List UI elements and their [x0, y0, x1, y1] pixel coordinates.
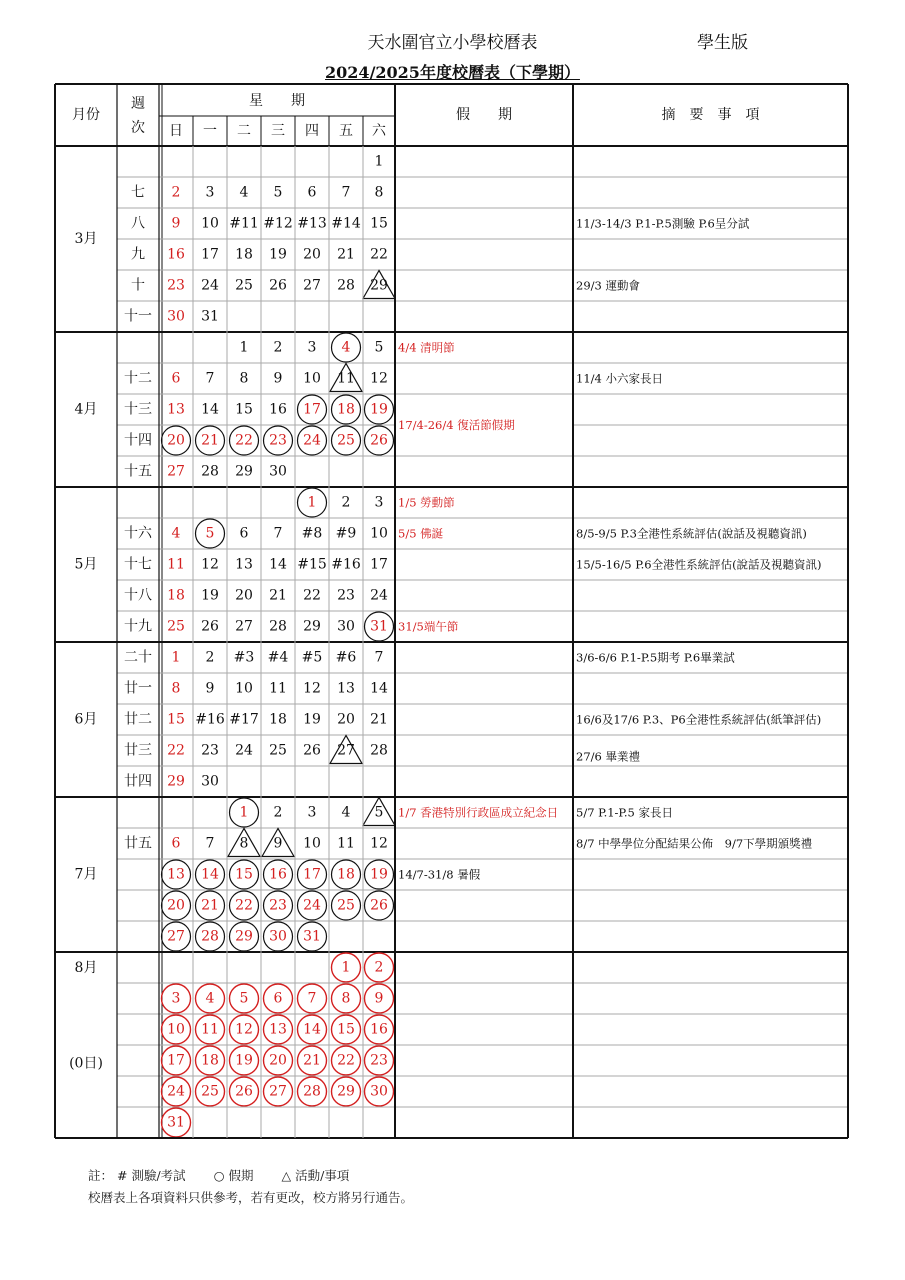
event-text: 8/5-9/5 P.3全港性系統評估(說話及視聽資訊) — [576, 526, 807, 541]
week-number: 十三 — [124, 401, 152, 418]
header-weekday: 三 — [271, 123, 285, 139]
date-number: 18 — [337, 401, 355, 418]
month-label: 5月 — [74, 556, 98, 573]
holiday-text: 1/5 勞動節 — [398, 495, 455, 510]
date-number: 6 — [307, 184, 317, 201]
date-number: 14 — [201, 866, 219, 883]
date-number: 20 — [167, 432, 185, 449]
date-number: 10 — [201, 215, 219, 232]
date-number: 8 — [374, 184, 384, 201]
date-number: 29 — [303, 618, 321, 635]
date-number: 16 — [269, 401, 287, 418]
date-number: 24 — [167, 1083, 185, 1100]
date-number: 14 — [370, 680, 388, 697]
date-number: 11 — [269, 680, 287, 697]
date-number: 1 — [239, 804, 249, 821]
date-number: 8 — [239, 835, 249, 852]
holiday-text: 5/5 佛誕 — [398, 526, 444, 541]
date-number: 14 — [269, 556, 287, 573]
date-number: 7 — [205, 835, 215, 852]
date-number: 25 — [201, 1083, 219, 1100]
date-number: 23 — [201, 742, 219, 759]
date-number: 30 — [337, 618, 355, 635]
date-number: 28 — [201, 928, 219, 945]
date-number: 1 — [341, 959, 351, 976]
date-number: 28 — [303, 1083, 321, 1100]
holiday-text: 14/7-31/8 暑假 — [398, 867, 481, 882]
date-number: 26 — [235, 1083, 253, 1100]
date-number: 8 — [341, 990, 351, 1007]
date-number: 19 — [303, 711, 321, 728]
date-number: 2 — [171, 184, 181, 201]
date-number: 27 — [167, 928, 185, 945]
date-number: 24 — [235, 742, 253, 759]
date-number: 21 — [201, 897, 219, 914]
calendar-table — [55, 84, 850, 1140]
week-number: 十八 — [124, 587, 152, 604]
date-number: 29 — [370, 277, 388, 294]
date-number: 21 — [269, 587, 287, 604]
date-number: 25 — [337, 897, 355, 914]
school-calendar-title: 天水圍官立小學校曆表 — [367, 33, 538, 53]
week-number: 二十 — [124, 649, 152, 666]
date-number: 8 — [171, 680, 181, 697]
date-number: 25 — [167, 618, 185, 635]
date-number: 13 — [167, 401, 185, 418]
date-number: 26 — [370, 897, 388, 914]
month-sublabel: (0日) — [69, 1055, 103, 1072]
date-number: 15 — [235, 401, 253, 418]
date-number: 16 — [370, 1021, 388, 1038]
month-label: 6月 — [74, 711, 98, 728]
event-text: 16/6及17/6 P.3、P6全港性系統評估(紙筆評估) — [576, 712, 822, 727]
event-text: 15/5-16/5 P.6全港性系統評估(說話及視聽資訊) — [576, 557, 822, 572]
date-number: 18 — [337, 866, 355, 883]
week-number: 廿一 — [124, 680, 152, 697]
date-number: 17 — [201, 246, 219, 263]
date-number: 27 — [337, 742, 355, 759]
date-number: 30 — [167, 308, 185, 325]
date-number: 7 — [341, 184, 351, 201]
header-week: 週 — [131, 96, 145, 112]
date-number: 29 — [235, 928, 253, 945]
date-number: 10 — [167, 1021, 185, 1038]
event-text: 27/6 畢業禮 — [576, 749, 640, 764]
date-number: 4 — [171, 525, 181, 542]
date-number: 2 — [273, 339, 283, 356]
date-number: #3 — [233, 649, 255, 666]
date-number: 25 — [269, 742, 287, 759]
date-number: 21 — [370, 711, 388, 728]
date-number: 28 — [269, 618, 287, 635]
legend-test: # 測驗/考試 — [117, 1168, 186, 1183]
date-number: 1 — [374, 153, 384, 170]
date-number: #12 — [263, 215, 293, 232]
header-weekday: 日 — [169, 123, 183, 139]
date-number: 1 — [307, 494, 317, 511]
date-number: 25 — [235, 277, 253, 294]
date-number: 13 — [337, 680, 355, 697]
date-number: 30 — [269, 463, 287, 480]
date-number: 3 — [307, 804, 317, 821]
week-number: 十一 — [124, 308, 152, 325]
header-holidays: 假 期 — [456, 107, 512, 123]
date-number: 23 — [167, 277, 185, 294]
date-number: 9 — [205, 680, 215, 697]
date-number: 4 — [205, 990, 215, 1007]
date-number: 6 — [239, 525, 249, 542]
date-number: 2 — [374, 959, 384, 976]
date-number: 12 — [201, 556, 219, 573]
holiday-text: 17/4-26/4 復活節假期 — [398, 418, 515, 432]
date-number: 10 — [235, 680, 253, 697]
week-number: 廿四 — [124, 773, 152, 790]
date-number: 10 — [370, 525, 388, 542]
date-number: 9 — [374, 990, 384, 1007]
date-number: 4 — [341, 339, 351, 356]
date-number: #14 — [331, 215, 361, 232]
week-number: 十七 — [124, 556, 152, 573]
date-number: 22 — [167, 742, 185, 759]
date-number: 26 — [303, 742, 321, 759]
date-number: 29 — [235, 463, 253, 480]
date-number: 5 — [205, 525, 215, 542]
date-number: 22 — [235, 432, 253, 449]
date-number: 23 — [337, 587, 355, 604]
date-number: 11 — [337, 835, 355, 852]
date-number: 7 — [273, 525, 283, 542]
date-number: #11 — [229, 215, 259, 232]
week-number: 十二 — [124, 370, 152, 387]
date-number: 17 — [167, 1052, 185, 1069]
date-number: 21 — [201, 432, 219, 449]
date-number: 26 — [201, 618, 219, 635]
date-number: 27 — [303, 277, 321, 294]
week-number: 七 — [131, 184, 145, 201]
date-number: #8 — [301, 525, 323, 542]
event-text: 5/7 P.1-P.5 家長日 — [576, 805, 673, 820]
date-number: 6 — [273, 990, 283, 1007]
date-number: 17 — [303, 401, 321, 418]
date-number: 2 — [273, 804, 283, 821]
event-text: 29/3 運動會 — [576, 278, 640, 293]
date-number: 31 — [201, 308, 219, 325]
date-number: 12 — [235, 1021, 253, 1038]
month-label: 4月 — [74, 401, 98, 418]
date-number: 5 — [273, 184, 283, 201]
date-number: 9 — [273, 370, 283, 387]
date-number: 18 — [235, 246, 253, 263]
date-number: 12 — [303, 680, 321, 697]
date-number: 15 — [167, 711, 185, 728]
date-number: 21 — [337, 246, 355, 263]
date-number: 31 — [303, 928, 321, 945]
date-number: 15 — [370, 215, 388, 232]
header-events: 摘 要 事 項 — [661, 107, 760, 123]
date-number: 15 — [235, 866, 253, 883]
date-number: #16 — [331, 556, 361, 573]
date-number: 5 — [374, 804, 384, 821]
date-number: 18 — [167, 587, 185, 604]
date-number: 1 — [171, 649, 181, 666]
date-number: 20 — [303, 246, 321, 263]
date-number: 30 — [201, 773, 219, 790]
date-number: 19 — [269, 246, 287, 263]
date-number: 9 — [171, 215, 181, 232]
date-number: 3 — [171, 990, 181, 1007]
date-number: 9 — [273, 835, 283, 852]
month-label: 8月 — [74, 960, 98, 976]
holiday-text: 31/5端午節 — [398, 619, 459, 634]
date-number: 5 — [374, 339, 384, 356]
date-number: 7 — [205, 370, 215, 387]
date-number: 3 — [374, 494, 384, 511]
week-number: 九 — [131, 246, 145, 263]
date-number: 27 — [235, 618, 253, 635]
date-number: 15 — [337, 1021, 355, 1038]
week-number: 廿二 — [124, 711, 152, 728]
date-number: 23 — [269, 897, 287, 914]
date-number: #6 — [335, 649, 357, 666]
header-weekday: 四 — [305, 123, 319, 139]
date-number: 20 — [269, 1052, 287, 1069]
header-weekday: 六 — [372, 123, 386, 139]
date-number: 22 — [303, 587, 321, 604]
header-weekday-group: 星 期 — [249, 93, 305, 109]
date-number: 18 — [269, 711, 287, 728]
date-number: 24 — [303, 897, 321, 914]
week-number: 廿三 — [124, 742, 152, 759]
date-number: 19 — [201, 587, 219, 604]
date-number: 13 — [269, 1021, 287, 1038]
date-number: 20 — [235, 587, 253, 604]
date-number: 27 — [167, 463, 185, 480]
month-label: 7月 — [74, 866, 98, 883]
date-number: 3 — [307, 339, 317, 356]
date-number: 5 — [239, 990, 249, 1007]
holiday-text: 1/7 香港特別行政區成立紀念日 — [398, 805, 559, 820]
event-text: 11/3-14/3 P.1-P.5測驗 P.6呈分試 — [576, 216, 750, 231]
date-number: 2 — [341, 494, 351, 511]
holiday-text: 4/4 清明節 — [398, 340, 455, 355]
date-number: 28 — [370, 742, 388, 759]
event-text: 3/6-6/6 P.1-P.5期考 P.6畢業試 — [576, 650, 735, 665]
date-number: 28 — [201, 463, 219, 480]
header-week: 次 — [131, 120, 145, 136]
date-number: 10 — [303, 370, 321, 387]
date-number: 2 — [205, 649, 215, 666]
date-number: #15 — [297, 556, 327, 573]
date-number: 25 — [337, 432, 355, 449]
date-number: 19 — [235, 1052, 253, 1069]
week-number: 八 — [131, 215, 145, 232]
date-number: 24 — [201, 277, 219, 294]
date-number: 22 — [337, 1052, 355, 1069]
week-number: 十 — [131, 277, 145, 294]
date-number: #13 — [297, 215, 327, 232]
date-number: 24 — [370, 587, 388, 604]
date-number: 4 — [239, 184, 249, 201]
date-number: 18 — [201, 1052, 219, 1069]
date-number: #9 — [335, 525, 357, 542]
date-number: 3 — [205, 184, 215, 201]
header-weekday: 一 — [203, 123, 217, 139]
date-number: 28 — [337, 277, 355, 294]
week-number: 十九 — [124, 618, 152, 635]
week-number: 十五 — [124, 463, 152, 480]
date-number: 17 — [303, 866, 321, 883]
date-number: 29 — [337, 1083, 355, 1100]
date-number: 11 — [337, 370, 355, 387]
term-subtitle: 2024/2025年度校曆表（下學期） — [325, 63, 580, 82]
event-text: 8/7 中學學位分配結果公佈 9/7下學期頒獎禮 — [576, 836, 813, 851]
date-number: #17 — [229, 711, 259, 728]
date-number: 1 — [239, 339, 249, 356]
date-number: 16 — [167, 246, 185, 263]
date-number: 17 — [370, 556, 388, 573]
date-number: 26 — [269, 277, 287, 294]
date-number: 12 — [370, 370, 388, 387]
week-number: 十六 — [124, 525, 152, 542]
date-number: 31 — [370, 618, 388, 635]
student-version-label: 學生版 — [697, 33, 748, 53]
legend — [88, 1166, 373, 1184]
header-month: 月份 — [72, 107, 100, 123]
date-number: 26 — [370, 432, 388, 449]
event-text: 11/4 小六家長日 — [576, 371, 663, 386]
date-number: 13 — [167, 866, 185, 883]
date-number: 19 — [370, 401, 388, 418]
date-number: 12 — [370, 835, 388, 852]
date-number: 4 — [341, 804, 351, 821]
date-number: 23 — [269, 432, 287, 449]
date-number: 22 — [370, 246, 388, 263]
date-number: 14 — [201, 401, 219, 418]
date-number: 10 — [303, 835, 321, 852]
header-weekday: 五 — [339, 123, 353, 139]
date-number: 14 — [303, 1021, 321, 1038]
header-weekday: 二 — [237, 123, 251, 139]
date-number: 11 — [201, 1021, 219, 1038]
date-number: 27 — [269, 1083, 287, 1100]
date-number: 16 — [269, 866, 287, 883]
date-number: #4 — [267, 649, 289, 666]
date-number: 23 — [370, 1052, 388, 1069]
date-number: 24 — [303, 432, 321, 449]
legend-holiday: ○ 假期 — [213, 1168, 254, 1183]
legend-activity: △ 活動/事項 — [281, 1168, 350, 1183]
date-number: 20 — [167, 897, 185, 914]
calendar-grid — [55, 84, 850, 1140]
date-number: 8 — [239, 370, 249, 387]
week-number: 廿五 — [124, 835, 152, 852]
date-number: 31 — [167, 1114, 185, 1131]
date-number: 30 — [370, 1083, 388, 1100]
date-number: #5 — [301, 649, 323, 666]
date-number: 13 — [235, 556, 253, 573]
date-number: 6 — [171, 835, 181, 852]
date-number: 30 — [269, 928, 287, 945]
date-number: 6 — [171, 370, 181, 387]
date-number: 29 — [167, 773, 185, 790]
date-number: 19 — [370, 866, 388, 883]
month-label: 3月 — [74, 231, 98, 247]
legend-prefix: 註： — [88, 1168, 114, 1183]
date-number: 7 — [374, 649, 384, 666]
date-number: 22 — [235, 897, 253, 914]
date-number: #16 — [195, 711, 225, 728]
week-number: 十四 — [124, 432, 152, 449]
date-number: 21 — [303, 1052, 321, 1069]
date-number: 11 — [167, 556, 185, 573]
date-number: 7 — [307, 990, 317, 1007]
disclaimer-note: 校曆表上各項資料只供參考，若有更改，校方將另行通告。 — [88, 1190, 414, 1205]
date-number: 20 — [337, 711, 355, 728]
